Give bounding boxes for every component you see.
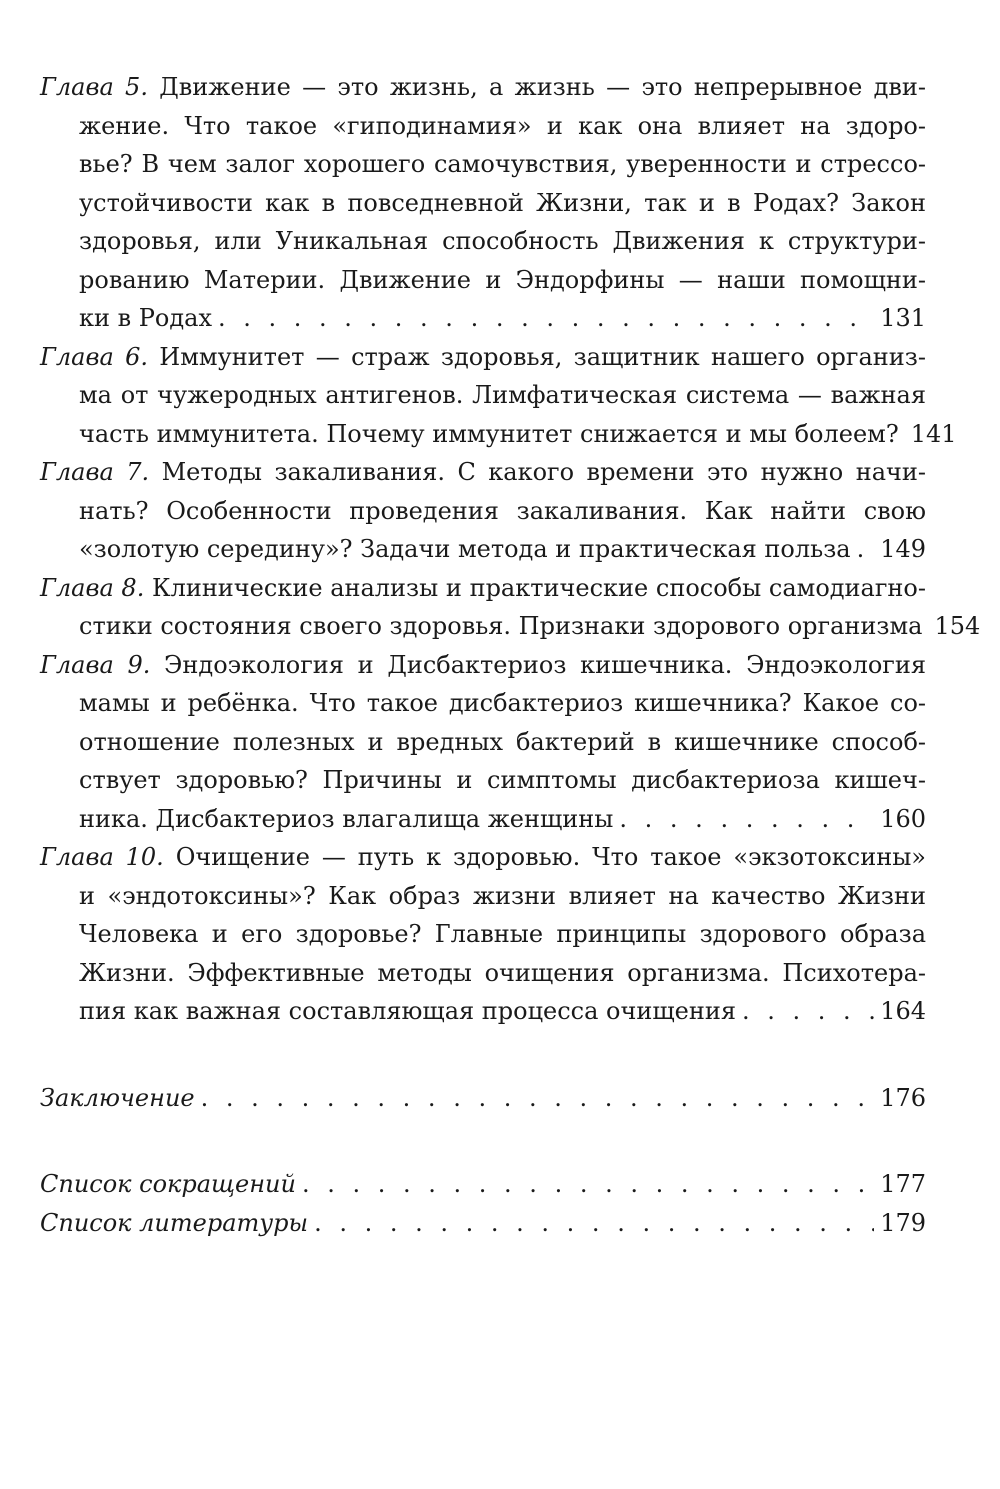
chapter-line: ма от чужеродных антигенов. Лимфатическая система — важная [79, 381, 926, 409]
chapter-label: Глава 10. [40, 843, 164, 871]
page-number: 176 [880, 1083, 926, 1112]
chapter-title-start: Очищение — путь к здоровью. Что такое «экзотоксины» [163, 843, 926, 871]
section-spacer [40, 1117, 926, 1165]
chapter-title-end: ника. Дисбактериоз влагалища женщины [79, 804, 614, 833]
chapter-label: Глава 7. [40, 458, 150, 486]
chapter-first-line [40, 338, 926, 377]
toc-entry-chapter-9[interactable] [40, 646, 926, 839]
chapter-line: вье? В чем залог хорошего самочувствия, уверенности и стрессо- [79, 150, 926, 178]
chapter-first-line [40, 453, 926, 492]
chapter-title-start: Иммунитет — страж здоровья, защитник нашего организ- [147, 342, 926, 371]
chapter-last-line [40, 530, 926, 569]
chapter-first-line [40, 646, 926, 685]
page-number: 160 [880, 804, 926, 833]
literature-title: Список литературы [40, 1208, 309, 1237]
chapter-label: Глава 5. [40, 73, 148, 101]
chapter-last-line [40, 800, 926, 839]
chapter-last-line [40, 607, 981, 646]
chapter-title-start: Эндоэкология и Дисбактериоз кишечника. Эндоэкология [150, 650, 926, 679]
table-of-contents [40, 68, 981, 1242]
chapter-last-line [40, 415, 957, 454]
page-number: 177 [880, 1170, 926, 1198]
toc-entry-chapter-8[interactable] [40, 569, 981, 646]
toc-entry-chapter-6[interactable] [40, 338, 957, 454]
toc-entry-chapter-10[interactable] [40, 838, 926, 1031]
chapter-title-end: стики состояния своего здоровья. Признаки здорового организма [79, 612, 923, 640]
chapter-line: Жизни. Эффективные методы очищения организма. Психотера- [79, 958, 926, 987]
chapter-first-line [40, 569, 926, 608]
abbreviations-title: Список сокращений [40, 1170, 296, 1198]
toc-entry-chapter-7[interactable] [40, 453, 926, 569]
chapter-first-line [40, 68, 926, 107]
chapter-line: ствует здоровью? Причины и симптомы дисбактериоза кишеч- [79, 766, 926, 794]
chapter-title-end: пия как важная составляющая процесса очищения [79, 997, 736, 1025]
leader-dots [218, 299, 874, 338]
chapter-line: устойчивости как в повседневной Жизни, так и в Родах? Закон [79, 188, 926, 217]
page-number: 149 [880, 535, 926, 563]
chapter-line: жение. Что такое «гиподинамия» и как она влияет на здоро- [79, 111, 926, 140]
page-number: 141 [910, 419, 957, 448]
chapter-title-end: «золотую середину»? Задачи метода и практическая польза [79, 535, 851, 563]
page-number: 179 [880, 1208, 926, 1237]
chapter-label: Глава 8. [40, 573, 145, 602]
chapter-title-end: ки в Родах [79, 304, 212, 332]
page-number: 164 [880, 997, 926, 1025]
chapter-line: мамы и ребёнка. Что такое дисбактериоз кишечника? Какое со- [79, 689, 926, 717]
leader-dots [201, 1079, 875, 1118]
leader-dots [857, 530, 875, 569]
chapter-label: Глава 9. [40, 650, 151, 679]
chapter-last-line [40, 992, 926, 1031]
chapter-line: рованию Материи. Движение и Эндорфины — наши помощни- [79, 265, 926, 294]
toc-entry-conclusion[interactable] [40, 1079, 926, 1118]
chapter-line: отношение полезных и вредных бактерий в кишечнике способ- [79, 727, 926, 756]
chapter-title-start: Движение — это жизнь, а жизнь — это непрерывное дви- [147, 73, 926, 101]
page-number: 154 [934, 612, 981, 640]
chapter-line: и «эндотоксины»? Как образ жизни влияет на качество Жизни [79, 881, 926, 910]
chapter-title-start: Методы закаливания. С какого времени это нужно начи- [149, 458, 926, 486]
leader-dots [302, 1165, 874, 1204]
chapter-title-end: часть иммунитета. Почему иммунитет снижается и мы болеем? [79, 419, 899, 448]
chapter-line: Человека и его здоровье? Главные принципы здорового образа [79, 920, 926, 948]
toc-entry-abbreviations[interactable] [40, 1165, 926, 1204]
chapter-label: Глава 6. [40, 342, 148, 371]
page-number: 131 [880, 304, 926, 332]
leader-dots [742, 992, 874, 1031]
chapter-first-line [40, 838, 926, 877]
chapter-title-start: Клинические анализы и практические способы самодиагно- [144, 573, 926, 602]
leader-dots [314, 1204, 874, 1243]
chapter-line: нать? Особенности проведения закаливания. Как найти свою [79, 496, 926, 525]
toc-entry-chapter-5[interactable] [40, 68, 926, 338]
section-spacer [40, 1031, 926, 1079]
conclusion-title: Заключение [40, 1083, 195, 1112]
toc-entry-literature[interactable] [40, 1204, 926, 1243]
leader-dots [619, 800, 874, 839]
chapter-line: здоровья, или Уникальная способность Движения к структури- [79, 227, 926, 255]
chapter-last-line [40, 299, 926, 338]
